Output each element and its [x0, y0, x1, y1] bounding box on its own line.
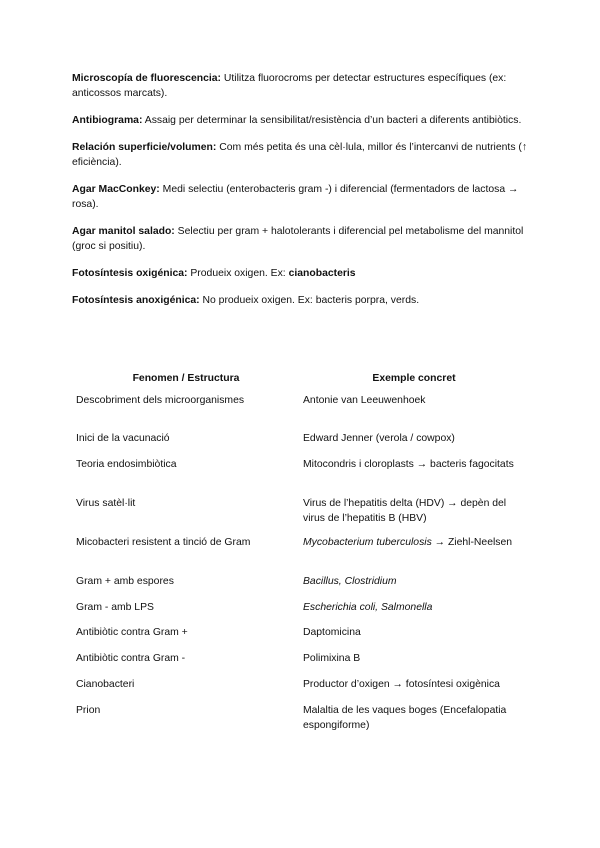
table-row — [72, 457, 528, 496]
cell-fenomen: Virus satèl·lit — [76, 498, 136, 509]
definition-item — [72, 266, 528, 281]
table-row — [72, 431, 528, 457]
cell-fenomen: Micobacteri resistent a tinció de Gram — [76, 537, 251, 548]
table-row — [72, 703, 528, 742]
cell-fenomen: Gram - amb LPS — [76, 602, 154, 613]
definition-example: cianobacteris — [288, 268, 356, 279]
definition-term: Agar MacConkey: — [72, 184, 160, 195]
species-name: Escherichia coli, Salmonella — [303, 602, 433, 613]
definition-text: No produeix oxigen. Ex: bacteris porpra, verds. — [202, 295, 420, 306]
definition-text: Utilitza fluorocroms per detectar estructures específiques (ex: anticossos marcats). — [72, 73, 507, 99]
cell-fenomen: Antibiòtic contra Gram + — [76, 627, 188, 638]
definition-text: Com més petita és una cèl·lula, millor és l’intercanvi de nutrients (↑ eficiència). — [72, 142, 528, 168]
cell-exemple: Virus de l’hepatitis delta (HDV) → depèn del virus de l’hepatitis B (HBV) — [303, 498, 507, 524]
cell-exemple-tail: → Ziehl-Neelsen — [431, 537, 513, 548]
cell-exemple: Antonie van Leeuwenhoek — [303, 395, 426, 406]
cell-fenomen: Descobriment dels microorganismes — [76, 395, 245, 406]
definition-term: Agar manitol salado: — [72, 226, 175, 237]
definition-item — [72, 224, 528, 254]
definition-text: Produeix oxigen. Ex: — [190, 268, 286, 279]
cell-exemple: Malaltia de les vaques boges (Encefalopatia espongiforme) — [303, 705, 507, 731]
species-name: Bacillus, Clostridium — [303, 576, 397, 587]
table-row — [72, 677, 528, 703]
species-name: Mycobacterium tuberculosis — [303, 537, 432, 548]
definition-item — [72, 140, 528, 170]
definition-item — [72, 113, 528, 128]
header-fenomen: Fenomen / Estructura — [132, 373, 240, 384]
table-row — [72, 600, 528, 625]
cell-exemple: Daptomicina — [303, 627, 361, 638]
cell-fenomen: Cianobacteri — [76, 679, 135, 690]
table-row — [72, 574, 528, 600]
cell-fenomen: Prion — [76, 705, 101, 716]
definition-text: Selectiu per gram + halotolerants i diferencial pel metabolisme del mannitol (groc si positiu). — [72, 226, 524, 252]
cell-exemple — [299, 535, 524, 574]
definition-item — [72, 182, 528, 212]
cell-exemple: Mitocondris i cloroplasts → bacteris fagocitats — [303, 459, 514, 470]
cell-exemple — [299, 600, 524, 625]
definition-item — [72, 293, 528, 308]
table-row — [72, 496, 528, 535]
table-row — [72, 651, 528, 677]
cell-fenomen: Teoria endosimbiòtica — [76, 459, 177, 470]
table-row — [72, 625, 528, 651]
table-row — [72, 393, 528, 431]
definition-term: Microscopía de fluorescencia: — [72, 73, 221, 84]
definition-text: Medi selectiu (enterobacteris gram -) i diferencial (fermentadors de lactosa → rosa). — [72, 184, 519, 210]
definitions-list — [72, 71, 528, 320]
concepts-table — [72, 371, 528, 742]
cell-fenomen: Inici de la vacunació — [76, 433, 170, 444]
definition-term: Fotosíntesis oxigénica: — [72, 268, 188, 279]
header-exemple: Exemple concret — [372, 373, 456, 384]
cell-exemple: Polimixina B — [303, 653, 361, 664]
table-row — [72, 535, 528, 574]
definition-term: Relación superficie/volumen: — [72, 142, 217, 153]
cell-fenomen: Antibiòtic contra Gram - — [76, 653, 186, 664]
definition-item — [72, 71, 528, 101]
cell-exemple: Edward Jenner (verola / cowpox) — [303, 433, 455, 444]
cell-exemple: Productor d’oxigen → fotosíntesi oxigènica — [303, 679, 500, 690]
definition-term: Fotosíntesis anoxigénica: — [72, 295, 200, 306]
definition-text: Assaig per determinar la sensibilitat/resistència d’un bacteri a diferents antibiòtics. — [144, 115, 522, 126]
definition-term: Antibiograma: — [72, 115, 143, 126]
cell-fenomen: Gram + amb espores — [76, 576, 174, 587]
cell-exemple — [299, 574, 524, 600]
table-header — [72, 371, 528, 393]
